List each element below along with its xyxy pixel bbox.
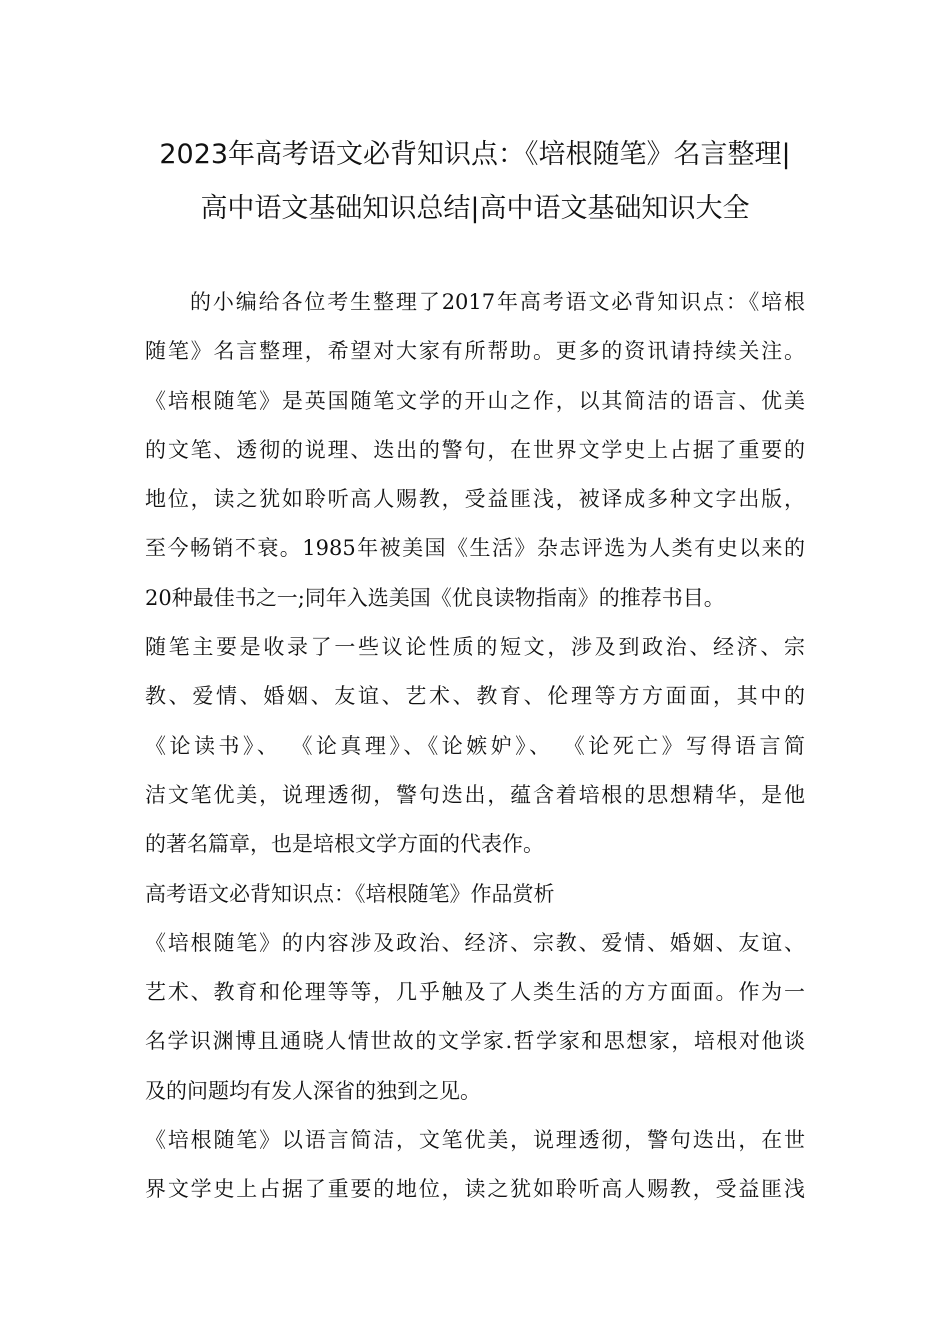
body-line: 至今畅销不衰。1985年被美国《生活》杂志评选为人类有史以来的 — [145, 536, 805, 561]
body-line: 艺术、教育和伦理等等，几乎触及了人类生活的方方面面。作为一 — [145, 980, 805, 1005]
body-line: 教、爱情、婚姻、友谊、艺术、教育、伦理等方方面面，其中的 — [145, 684, 805, 709]
document-title — [145, 128, 805, 236]
body-line: 《培根随笔》是英国随笔文学的开山之作，以其简洁的语言、优美 — [145, 388, 805, 413]
body-line: 随笔》名言整理，希望对大家有所帮助。更多的资讯请持续关注。 — [145, 339, 805, 364]
body-line: 的小编给各位考生整理了2017年高考语文必背知识点：《培根 — [190, 290, 805, 314]
body-line: 20种最佳书之一;同年入选美国《优良读物指南》的推荐书目。 — [145, 585, 725, 610]
body-line: 《培根随笔》以语言简洁，文笔优美，说理透彻，警句迭出，在世 — [145, 1128, 805, 1153]
body-line: 的文笔、透彻的说理、迭出的警句，在世界文学史上占据了重要的 — [145, 437, 805, 462]
section-heading: 高考语文必背知识点：《培根随笔》作品赏析 — [145, 881, 555, 906]
body-line: 《论读书》、 《论真理》、《论嫉妒》、 《论死亡》写得语言简 — [145, 733, 805, 758]
body-line: 的著名篇章，也是培根文学方面的代表作。 — [145, 832, 544, 857]
body-line: 界文学史上占据了重要的地位，读之犹如聆听高人赐教，受益匪浅 — [145, 1177, 805, 1202]
body-line: 地位，读之犹如聆听高人赐教，受益匪浅，被译成多种文字出版， — [145, 487, 805, 512]
document-body — [145, 278, 805, 1215]
body-line: 及的问题均有发人深省的独到之见。 — [145, 1078, 481, 1103]
body-line: 洁文笔优美，说理透彻，警句迭出，蕴含着培根的思想精华，是他 — [145, 782, 805, 807]
body-line: 随笔主要是收录了一些议论性质的短文，涉及到政治、经济、宗 — [145, 635, 805, 660]
body-line: 《培根随笔》的内容涉及政治、经济、宗教、爱情、婚姻、友谊、 — [145, 930, 805, 955]
title-line-1: 2023年高考语文必背知识点：《培根随笔》名言整理| — [159, 139, 791, 170]
body-line: 名学识渊博且通晓人情世故的文学家.哲学家和思想家，培根对他谈 — [145, 1029, 805, 1054]
title-line-2: 高中语文基础知识总结|高中语文基础知识大全 — [200, 193, 750, 224]
